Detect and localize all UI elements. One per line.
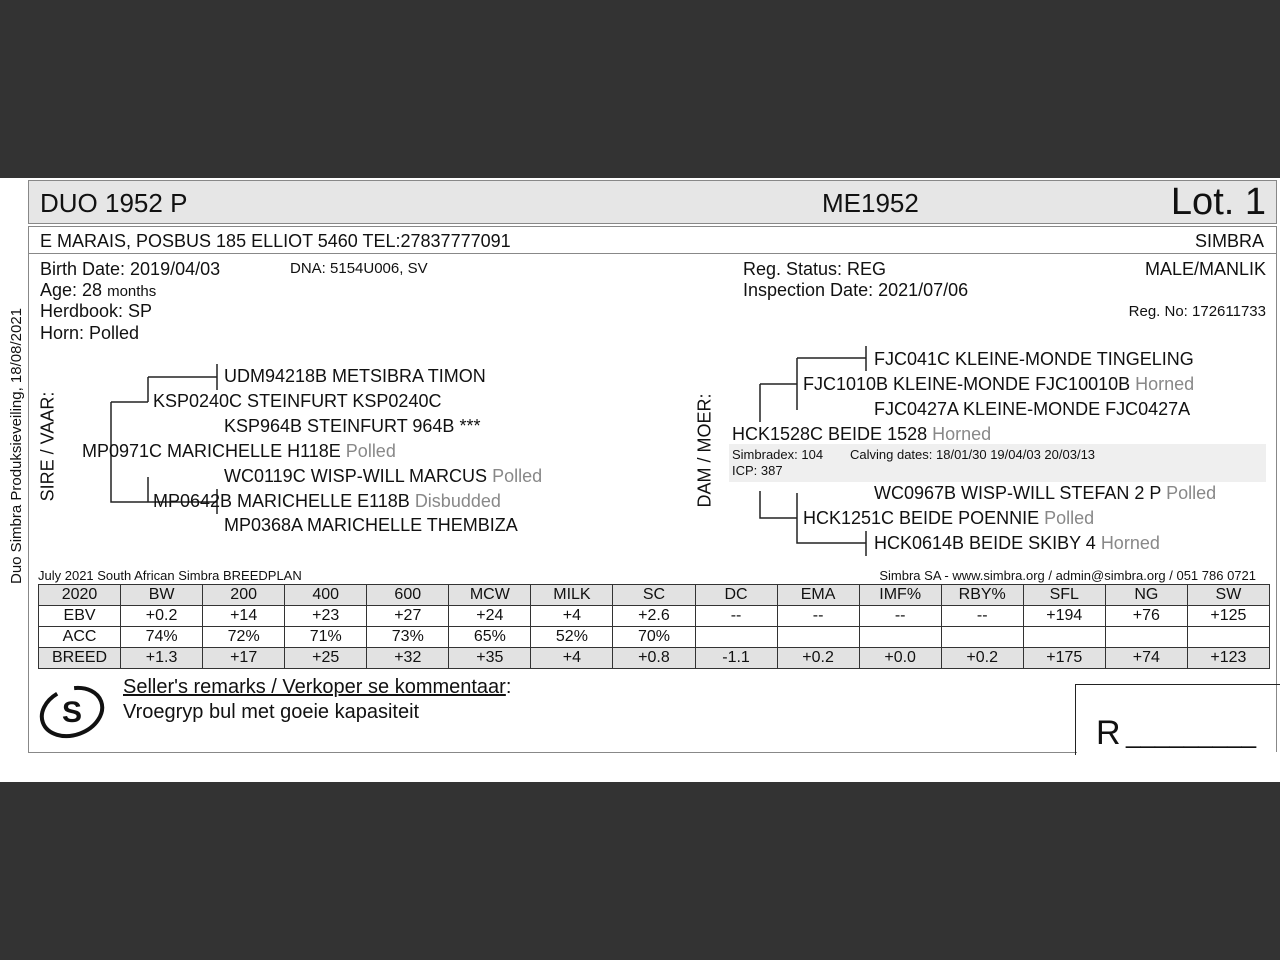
ebv-cell: IMF% (859, 585, 941, 606)
ebv-cell: +0.8 (613, 648, 695, 669)
ebv-cell: 600 (367, 585, 449, 606)
age: Age: 28 months (40, 280, 157, 300)
sire-ggs1: UDM94218B METSIBRA TIMON (224, 366, 486, 386)
ebv-cell: -- (941, 606, 1023, 627)
ebv-cell: +0.0 (859, 648, 941, 669)
result-blank[interactable]: _________ (1126, 719, 1257, 749)
dam-ggd1: FJC0427A KLEINE-MONDE FJC0427A (874, 399, 1191, 419)
ebv-cell (859, 627, 941, 648)
ebv-cell: ACC (39, 627, 121, 648)
ebv-cell: MCW (449, 585, 531, 606)
sire-grandsire: KSP0240C STEINFURT KSP0240C (153, 391, 442, 411)
dna-info: DNA: 5154U006, SV (290, 260, 428, 277)
ebv-cell (777, 627, 859, 648)
ebv-cell: +2.6 (613, 606, 695, 627)
breed-label: SIMBRA (1194, 231, 1264, 251)
ebv-cell (1105, 627, 1187, 648)
ebv-cell: +0.2 (121, 606, 203, 627)
ebv-cell: +4 (531, 648, 613, 669)
result-box (1075, 684, 1280, 755)
sire-ggs2: WC0119C WISP-WILL MARCUS Polled (224, 466, 543, 486)
ebv-cell: EMA (777, 585, 859, 606)
icp: ICP: 387 (732, 463, 783, 478)
animal-ident: ME1952 (822, 188, 919, 218)
breed-avg-row (39, 648, 1270, 669)
ebv-cell: MILK (531, 585, 613, 606)
ebv-cell: +125 (1187, 606, 1269, 627)
dam-name: HCK1528C BEIDE 1528 Horned (732, 424, 992, 444)
result-letter: R (1096, 714, 1121, 752)
calving-dates: Calving dates: 18/01/30 19/04/03 20/03/13 (850, 447, 1096, 462)
ebv-cell: -- (859, 606, 941, 627)
ebv-cell: 74% (121, 627, 203, 648)
ebv-cell: 200 (203, 585, 285, 606)
acc-row (39, 627, 1270, 648)
ebv-cell (1187, 627, 1269, 648)
ebv-cell: +23 (285, 606, 367, 627)
dam-grandsire: FJC1010B KLEINE-MONDE FJC10010B Horned (803, 374, 1195, 394)
ebv-cell: +0.2 (777, 648, 859, 669)
ebv-table (38, 584, 1270, 669)
lot-number: Lot. 1 (1170, 181, 1266, 223)
remarks-area (28, 678, 1077, 753)
horn-status: Horn: Polled (40, 323, 140, 343)
ebv-cell (1023, 627, 1105, 648)
ebv-cell: +32 (367, 648, 449, 669)
ebv-cell: RBY% (941, 585, 1023, 606)
ebv-cell: +14 (203, 606, 285, 627)
lot-card (28, 178, 1280, 753)
sire-ggd2: MP0368A MARICHELLE THEMBIZA (224, 515, 518, 535)
animal-name: DUO 1952 P (40, 188, 188, 218)
ebv-cell: SC (613, 585, 695, 606)
ebv-cell: 2020 (39, 585, 121, 606)
ebv-cell: 70% (613, 627, 695, 648)
sire-label: SIRE / VAAR: (37, 391, 58, 502)
ebv-cell: +24 (449, 606, 531, 627)
remarks-heading: Seller's remarks / Verkoper se kommentaar: (123, 676, 512, 698)
breedplan-contact: Simbra SA - www.simbra.org / admin@simbra.org / 051 786 0721 (879, 568, 1256, 583)
ebv-cell: +27 (367, 606, 449, 627)
dam-ggs2: WC0967B WISP-WILL STEFAN 2 P Polled (874, 483, 1217, 503)
ebv-cell: BREED (39, 648, 121, 669)
ebv-cell: NG (1105, 585, 1187, 606)
ebv-cell: 71% (285, 627, 367, 648)
ebv-cell (941, 627, 1023, 648)
ebv-cell: SFL (1023, 585, 1105, 606)
ebv-cell (695, 627, 777, 648)
ebv-header-row (39, 585, 1270, 606)
ebv-cell: +1.3 (121, 648, 203, 669)
ebv-cell: +123 (1187, 648, 1269, 669)
ebv-cell: +0.2 (941, 648, 1023, 669)
ebv-cell: +4 (531, 606, 613, 627)
ebv-cell: +17 (203, 648, 285, 669)
ebv-cell: BW (121, 585, 203, 606)
ebv-cell: 73% (367, 627, 449, 648)
simbradex: Simbradex: 104 (732, 447, 824, 462)
sire-ggs1-connector (148, 364, 217, 390)
sire-grandsire-connector (111, 377, 148, 402)
sire-granddam: MP0642B MARICHELLE E118B Disbudded (153, 491, 501, 511)
sire-ggd1: KSP964B STEINFURT 964B *** (224, 416, 481, 436)
sale-title-vertical: Duo Simbra Produksieveiling, 18/08/2021 (8, 308, 25, 584)
dam-ggs1: FJC041C KLEINE-MONDE TINGELING (874, 349, 1194, 369)
reg-number: Reg. No: 172611733 (1128, 303, 1266, 320)
ebv-cell: +25 (285, 648, 367, 669)
ebv-row (39, 606, 1270, 627)
ebv-cell: -- (777, 606, 859, 627)
birth-date: Birth Date: 2019/04/03 (40, 259, 221, 279)
sire-name: MP0971C MARICHELLE H118E Polled (82, 441, 396, 461)
breedplan-title: July 2021 South African Simbra BREEDPLAN (38, 568, 302, 583)
ebv-cell: +35 (449, 648, 531, 669)
logo-letter: S (61, 696, 83, 729)
ebv-cell: DC (695, 585, 777, 606)
inspection-date: Inspection Date: 2021/07/06 (743, 280, 969, 300)
ebv-cell: +74 (1105, 648, 1187, 669)
herdbook: Herdbook: SP (40, 301, 153, 321)
ebv-cell: +194 (1023, 606, 1105, 627)
ebv-cell: EBV (39, 606, 121, 627)
remarks-text: Vroegryp bul met goeie kapasiteit (123, 701, 420, 723)
dam-ggs1-connector (797, 346, 866, 371)
ebv-cell: 65% (449, 627, 531, 648)
catalogue-page (0, 178, 1280, 782)
dam-performance-box (729, 444, 1266, 482)
ebv-cell: 400 (285, 585, 367, 606)
ebv-cell: SW (1187, 585, 1269, 606)
ebv-cell: -- (695, 606, 777, 627)
ebv-cell: 72% (203, 627, 285, 648)
ebv-cell: +76 (1105, 606, 1187, 627)
dam-grandsire-connector (760, 384, 797, 422)
dam-ggd2: HCK0614B BEIDE SKIBY 4 Horned (874, 533, 1160, 553)
owner-address: E MARAIS, POSBUS 185 ELLIOT 5460 TEL:27837777091 (40, 231, 511, 251)
ebv-cell: -1.1 (695, 648, 777, 669)
dam-granddam: HCK1251C BEIDE POENNIE Polled (803, 508, 1095, 528)
reg-status: Reg. Status: REG (743, 259, 887, 279)
dam-label: DAM / MOER: (694, 393, 715, 508)
ebv-cell: 52% (531, 627, 613, 648)
sex: MALE/MANLIK (1144, 259, 1266, 279)
ebv-cell: +175 (1023, 648, 1105, 669)
simbra-logo-icon (38, 680, 108, 740)
